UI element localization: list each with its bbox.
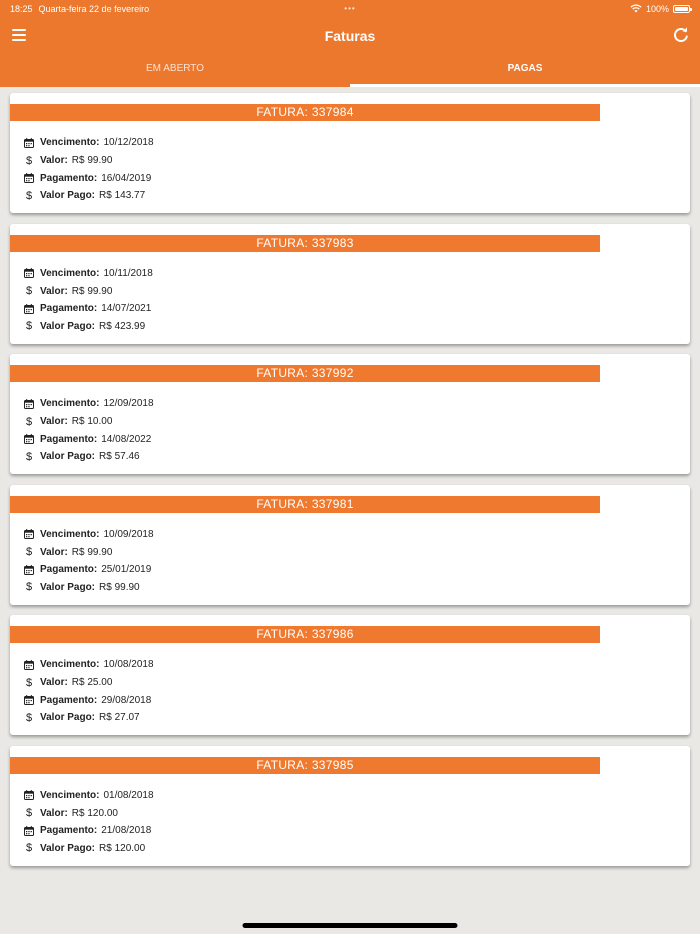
value-valor-pago: R$ 120.00: [99, 842, 146, 854]
invoice-list: [0, 87, 700, 866]
label-valor-pago: Valor Pago:: [40, 190, 96, 202]
dollar-icon: $: [25, 676, 33, 689]
invoice-row-pagamento: [24, 300, 690, 318]
invoice-card[interactable]: [10, 746, 690, 866]
calendar-icon: [24, 790, 34, 800]
app-bar: [0, 17, 700, 54]
invoice-row-pagamento: [24, 169, 690, 187]
label-valor-pago: Valor Pago:: [40, 451, 96, 463]
value-valor-pago: R$ 143.77: [99, 190, 146, 202]
invoice-row-valor-pago: [24, 709, 690, 727]
invoice-title: FATURA: 337985: [10, 757, 600, 774]
menu-icon[interactable]: [12, 29, 26, 41]
invoice-card[interactable]: [10, 224, 690, 344]
calendar-icon: [24, 268, 34, 278]
invoice-card[interactable]: [10, 615, 690, 735]
value-pagamento: 14/08/2022: [101, 433, 152, 445]
invoice-row-vencimento: [24, 265, 690, 283]
calendar-icon: [24, 304, 34, 314]
dollar-icon: $: [25, 154, 33, 167]
value-valor: R$ 99.90: [71, 546, 113, 558]
dollar-icon: $: [25, 285, 33, 298]
calendar-icon: [24, 565, 34, 575]
invoice-card[interactable]: [10, 485, 690, 605]
invoice-row-pagamento: [24, 822, 690, 840]
calendar-icon: [24, 138, 34, 148]
value-valor: R$ 25.00: [71, 677, 113, 689]
label-vencimento: Vencimento:: [40, 528, 100, 540]
dollar-icon: $: [25, 842, 33, 855]
calendar-icon: [24, 695, 34, 705]
invoice-row-valor: [24, 152, 690, 170]
value-valor-pago: R$ 57.46: [99, 451, 140, 463]
invoice-row-valor-pago: [24, 579, 690, 597]
label-vencimento: Vencimento:: [40, 137, 100, 149]
status-right: [630, 4, 690, 14]
invoice-details: [10, 774, 690, 858]
home-indicator[interactable]: [243, 923, 458, 928]
label-vencimento: Vencimento:: [40, 267, 100, 279]
invoice-row-vencimento: [24, 134, 690, 152]
invoice-details: [10, 513, 690, 597]
value-valor: R$ 120.00: [71, 807, 118, 819]
label-valor-pago: Valor Pago:: [40, 842, 96, 854]
invoice-row-pagamento: [24, 430, 690, 448]
label-valor: Valor:: [40, 285, 68, 297]
invoice-row-vencimento: [24, 526, 690, 544]
invoice-row-valor-pago: [24, 840, 690, 858]
top-bar: [0, 0, 700, 87]
calendar-icon: [24, 660, 34, 670]
value-vencimento: 10/11/2018: [103, 267, 153, 279]
dollar-icon: $: [25, 807, 33, 820]
tab-pagas[interactable]: PAGAS: [350, 54, 700, 87]
value-pagamento: 25/01/2019: [101, 564, 152, 576]
status-time: 18:25: [10, 3, 33, 14]
invoice-row-vencimento: [24, 656, 690, 674]
multitasking-dots-icon[interactable]: •••: [344, 4, 356, 13]
label-valor: Valor:: [40, 807, 68, 819]
invoice-row-pagamento: [24, 561, 690, 579]
value-pagamento: 16/04/2019: [101, 172, 152, 184]
label-valor: Valor:: [40, 677, 68, 689]
calendar-icon: [24, 826, 34, 836]
page-title: Faturas: [324, 27, 376, 44]
refresh-icon[interactable]: [672, 26, 690, 44]
invoice-row-valor: [24, 282, 690, 300]
dollar-icon: $: [25, 581, 33, 594]
label-vencimento: Vencimento:: [40, 659, 100, 671]
invoice-details: [10, 643, 690, 727]
label-pagamento: Pagamento:: [40, 172, 98, 184]
value-valor-pago: R$ 423.99: [99, 320, 146, 332]
invoice-row-valor: [24, 804, 690, 822]
label-valor: Valor:: [40, 155, 68, 167]
invoice-row-vencimento: [24, 395, 690, 413]
dollar-icon: $: [25, 320, 33, 333]
invoice-row-valor-pago: [24, 448, 690, 466]
label-vencimento: Vencimento:: [40, 398, 100, 410]
value-vencimento: 01/08/2018: [103, 789, 154, 801]
invoice-card[interactable]: [10, 93, 690, 213]
invoice-row-valor-pago: [24, 318, 690, 336]
value-pagamento: 29/08/2018: [101, 694, 152, 706]
label-pagamento: Pagamento:: [40, 694, 98, 706]
value-valor-pago: R$ 99.90: [99, 581, 140, 593]
value-pagamento: 21/08/2018: [101, 825, 152, 837]
invoice-row-pagamento: [24, 691, 690, 709]
value-vencimento: 10/09/2018: [103, 528, 154, 540]
label-pagamento: Pagamento:: [40, 303, 98, 315]
dollar-icon: $: [25, 415, 33, 428]
label-vencimento: Vencimento:: [40, 789, 100, 801]
invoice-title: FATURA: 337981: [10, 496, 600, 513]
invoice-card[interactable]: [10, 354, 690, 474]
value-vencimento: 12/09/2018: [103, 398, 154, 410]
label-pagamento: Pagamento:: [40, 564, 98, 576]
invoice-row-valor: [24, 413, 690, 431]
label-valor-pago: Valor Pago:: [40, 320, 96, 332]
battery-icon: [673, 5, 690, 13]
wifi-icon: [630, 4, 642, 13]
invoice-title: FATURA: 337984: [10, 104, 600, 121]
invoice-row-valor: [24, 543, 690, 561]
calendar-icon: [24, 434, 34, 444]
invoice-title: FATURA: 337986: [10, 626, 600, 643]
tab-em-aberto[interactable]: EM ABERTO: [146, 63, 204, 74]
status-bar: [0, 0, 700, 17]
battery-percentage: 100%: [645, 3, 669, 14]
calendar-icon: [24, 173, 34, 183]
dollar-icon: $: [25, 711, 33, 724]
status-date: Quarta-feira 22 de fevereiro: [38, 3, 150, 14]
invoice-details: [10, 382, 690, 466]
invoice-title: FATURA: 337992: [10, 365, 600, 382]
label-valor-pago: Valor Pago:: [40, 581, 96, 593]
calendar-icon: [24, 399, 34, 409]
label-pagamento: Pagamento:: [40, 433, 98, 445]
dollar-icon: $: [25, 189, 33, 202]
invoice-row-vencimento: [24, 787, 690, 805]
invoice-details: [10, 252, 690, 336]
invoice-row-valor-pago: [24, 187, 690, 205]
value-vencimento: 10/12/2018: [103, 137, 154, 149]
value-valor: R$ 10.00: [71, 416, 113, 428]
invoice-details: [10, 121, 690, 205]
invoice-row-valor: [24, 674, 690, 692]
invoice-title: FATURA: 337983: [10, 235, 600, 252]
dollar-icon: $: [25, 450, 33, 463]
calendar-icon: [24, 529, 34, 539]
label-valor-pago: Valor Pago:: [40, 712, 96, 724]
value-vencimento: 10/08/2018: [103, 659, 154, 671]
label-pagamento: Pagamento:: [40, 825, 98, 837]
value-valor: R$ 99.90: [71, 285, 113, 297]
label-valor: Valor:: [40, 416, 68, 428]
tab-bar: [0, 54, 700, 87]
label-valor: Valor:: [40, 546, 68, 558]
dollar-icon: $: [25, 546, 33, 559]
value-pagamento: 14/07/2021: [101, 303, 152, 315]
value-valor-pago: R$ 27.07: [99, 712, 140, 724]
value-valor: R$ 99.90: [71, 155, 113, 167]
